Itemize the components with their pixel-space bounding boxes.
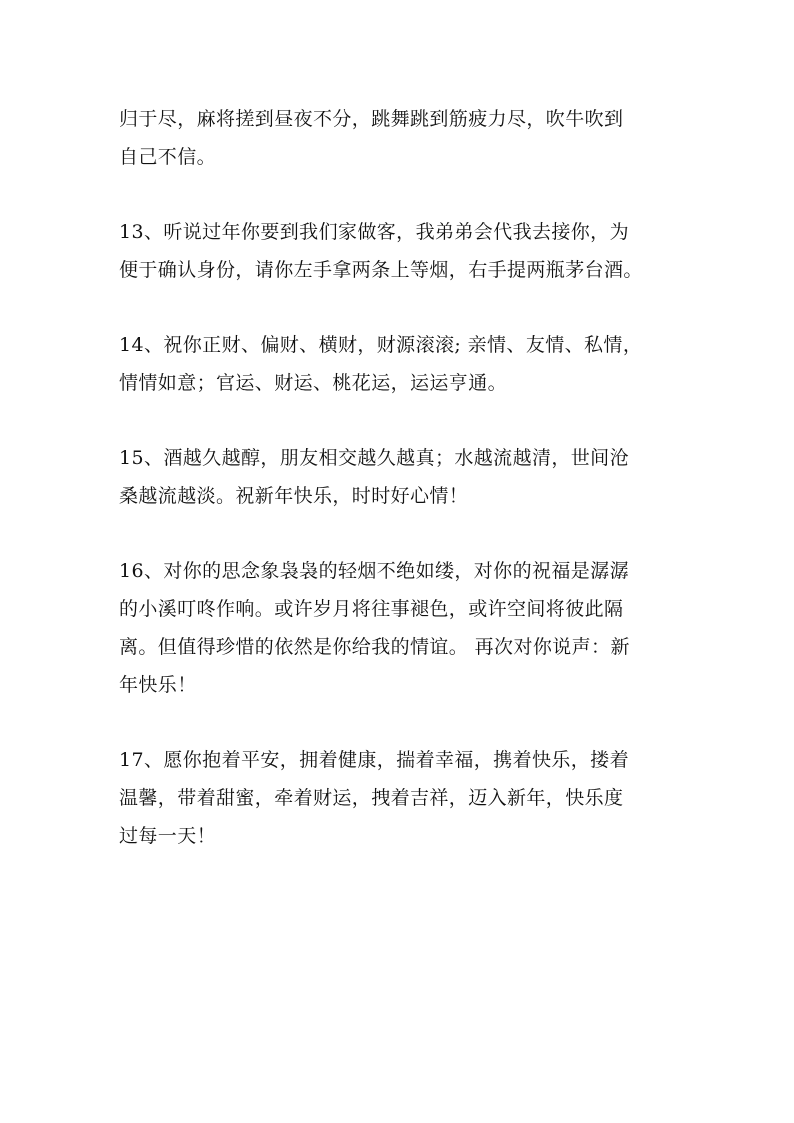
paragraph-16 — [119, 552, 679, 704]
paragraph-gap — [119, 402, 679, 439]
paragraph-gap — [119, 515, 679, 552]
paragraph-14 — [119, 326, 679, 402]
paragraph-15 — [119, 439, 679, 515]
text-line: 16、对你的思念象袅袅的轻烟不绝如缕，对你的祝福是潺潺 — [119, 560, 629, 582]
paragraph-12-continued — [119, 100, 679, 176]
paragraph-gap — [119, 176, 679, 213]
text-line: 13、听说过年你要到我们家做客，我弟弟会代我去接你，为 — [119, 221, 629, 243]
paragraph-17 — [119, 741, 679, 855]
document-body — [119, 100, 679, 855]
text-line: 14、祝你正财、偏财、横财，财源滚滚; 亲情、友情、私情， — [119, 334, 643, 356]
text-line: 15、酒越久越醇，朋友相交越久越真；水越流越清，世间沧 — [119, 447, 629, 469]
text-line: 的小溪叮咚作响。或许岁月将往事褪色，或许空间将彼此隔 — [119, 598, 624, 620]
text-line: 年快乐！ — [119, 674, 197, 696]
text-line: 离。但值得珍惜的依然是你给我的情谊。 再次对你说声：新 — [119, 636, 630, 658]
text-line: 自己不信。 — [119, 146, 217, 168]
text-line: 便于确认身份，请你左手拿两条上等烟，右手提两瓶茅台酒。 — [119, 259, 643, 281]
text-line: 归于尽，麻将搓到昼夜不分，跳舞跳到筋疲力尽，吹牛吹到 — [119, 108, 624, 130]
text-line: 情情如意；官运、财运、桃花运，运运亨通。 — [119, 372, 508, 394]
paragraph-gap — [119, 289, 679, 326]
paragraph-gap — [119, 704, 679, 741]
text-line: 过每一天！ — [119, 825, 217, 847]
paragraph-13 — [119, 213, 679, 289]
text-line: 17、愿你抱着平安，拥着健康，揣着幸福，携着快乐，搂着 — [119, 749, 629, 771]
text-line: 桑越流越淡。祝新年快乐，时时好心情！ — [119, 485, 469, 507]
text-line: 温馨，带着甜蜜，牵着财运，拽着吉祥，迈入新年，快乐度 — [119, 787, 624, 809]
